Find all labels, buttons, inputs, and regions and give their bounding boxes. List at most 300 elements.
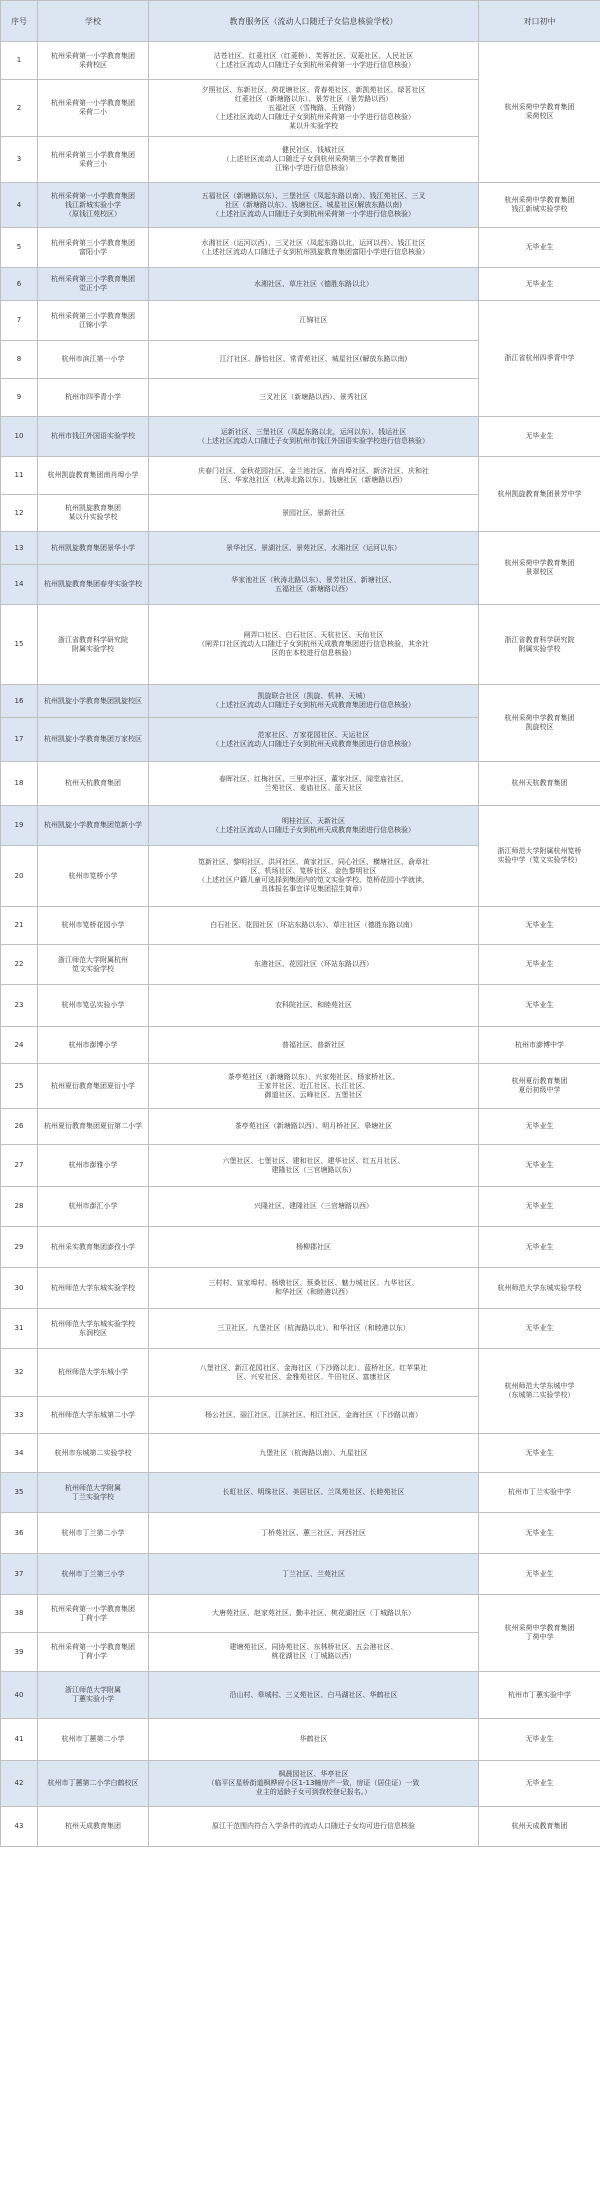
- area-line: 和华社区（和睦港以西）: [275, 1288, 352, 1296]
- area-line: 五福社区（新塘路以西）: [275, 584, 352, 593]
- area-line: 六堡社区、七堡社区、建和社区、建华社区、红五月社区、: [222, 1156, 405, 1165]
- row-service-area: [149, 228, 479, 268]
- row-school: [38, 762, 149, 806]
- area-line: 景园社区、景新社区: [282, 508, 345, 517]
- table-row: [1, 1513, 600, 1554]
- row-service-area: [149, 718, 479, 762]
- area-line: 东港社区、花园社区（环站东路以西）: [254, 960, 373, 968]
- area-line: 水湘社区（运河以西）、三叉社区（凤起东路以北，运河以西）、钱江社区: [201, 238, 426, 247]
- row-service-area: [149, 846, 479, 907]
- row-service-area: [149, 1554, 479, 1595]
- area-line: 运新社区、三堡社区（凤起东路以北，运河以东）、钱运社区: [220, 427, 407, 436]
- row-service-area: [149, 1349, 479, 1397]
- school-line: 杭州师范大学东城小学: [58, 1368, 128, 1376]
- row-school: [38, 1513, 149, 1554]
- junior-line: 浙江省教育科学研究院: [504, 635, 575, 644]
- row-school: [38, 1349, 149, 1397]
- row-service-area: [149, 1719, 479, 1761]
- junior-line: 无毕业生: [525, 1448, 554, 1457]
- school-line: 杭州采荷第一小学教育集团: [51, 1643, 135, 1651]
- table-row: [1, 1187, 600, 1227]
- area-line: 江锦小学进行信息核验）: [275, 164, 352, 172]
- row-junior-high: [479, 1761, 600, 1807]
- row-serial: 26: [1, 1109, 38, 1145]
- table-row: [1, 1109, 600, 1145]
- school-line: 丁荷小学: [79, 1652, 107, 1660]
- row-serial: 11: [1, 457, 38, 495]
- row-junior-high: [479, 268, 600, 301]
- area-line: （上述社区流动人口随迁子女到杭州采荷第三小学教育集团: [222, 155, 405, 163]
- area-line: 水湘社区、草庄社区（德胜东路以北）: [254, 279, 373, 288]
- junior-line: 杭州师范大学东城中学: [504, 1382, 575, 1390]
- row-school: [38, 183, 149, 228]
- row-junior-high: [479, 1145, 600, 1187]
- area-line: 三叉社区（新塘路以西）、景秀社区: [259, 393, 368, 401]
- table-row: [1, 685, 600, 718]
- row-school: [38, 1109, 149, 1145]
- row-junior-high: [479, 1027, 600, 1064]
- row-service-area: [149, 806, 479, 846]
- row-junior-high: [479, 1064, 600, 1109]
- row-serial: 4: [1, 183, 38, 228]
- school-line: 钱江新城实验小学: [65, 200, 121, 209]
- row-school: [38, 379, 149, 417]
- school-line: 浙江省教育科学研究院: [58, 635, 128, 644]
- row-service-area: [149, 1761, 479, 1807]
- row-school: [38, 806, 149, 846]
- row-school: [38, 1434, 149, 1473]
- junior-line: 浙江省杭州四季青中学: [504, 354, 575, 362]
- school-line: 杭州采实教育集团澎孜小学: [51, 1242, 135, 1251]
- header-service-area: 教育服务区（流动人口随迁子女信息核验学校）: [149, 1, 479, 42]
- table-row: [1, 1227, 600, 1268]
- row-junior-high: [479, 1473, 600, 1513]
- row-school: [38, 1397, 149, 1434]
- area-line: （上述社区流动人口随迁子女到杭州天成教育集团进行信息核验）: [212, 739, 415, 748]
- row-junior-high: [479, 42, 600, 183]
- row-junior-high: [479, 605, 600, 685]
- area-line: 夕照社区、东新社区、荷花塘社区、青春苑社区、新凯苑社区、绿茗社区: [201, 85, 426, 94]
- area-line: 枫晨园社区、华亭社区: [278, 1770, 349, 1778]
- row-service-area: [149, 1473, 479, 1513]
- school-line: 杭州市丁兰第二小学: [61, 1528, 125, 1537]
- junior-line: 浙江师范大学附属杭州笕桥: [497, 847, 582, 855]
- junior-line: 杭州采荷中学教育集团: [504, 1624, 575, 1632]
- school-line: 杭州师范大学东城实验学校: [51, 1319, 135, 1328]
- area-line: 凯旋联合社区（凯旋、机神、天城）: [257, 692, 370, 700]
- row-service-area: [149, 137, 479, 183]
- junior-line: 附属实验学校: [518, 644, 561, 653]
- junior-line: 无毕业生: [525, 432, 554, 440]
- junior-line: 杭州采荷中学教育集团: [504, 103, 575, 111]
- table-row: [1, 1719, 600, 1761]
- row-serial: 21: [1, 907, 38, 945]
- school-line: 杭州采荷第三小学教育集团: [51, 150, 135, 159]
- row-serial: 6: [1, 268, 38, 301]
- row-junior-high: [479, 228, 600, 268]
- row-service-area: [149, 1145, 479, 1187]
- area-line: 长虹社区、明珠社区、美居社区、兰凤苑社区、长睦苑社区: [222, 1488, 405, 1496]
- table-row: [1, 1807, 600, 1847]
- school-line: 采荷校区: [79, 60, 107, 69]
- row-junior-high: [479, 685, 600, 762]
- row-school: [38, 1145, 149, 1187]
- school-line: 采荷二小: [79, 108, 107, 116]
- school-line: 杭州采荷第一小学教育集团: [51, 1604, 135, 1613]
- school-line: 杭州凯旋教育集团南肖埠小学: [47, 471, 139, 479]
- school-line: 杭州市钱江外国语实验学校: [51, 432, 135, 440]
- area-line: 江锦社区: [299, 316, 328, 324]
- table-row: [1, 1761, 600, 1807]
- table-row: [1, 945, 600, 985]
- junior-line: 杭州凯旋教育集团景芳中学: [497, 489, 582, 498]
- row-junior-high: [479, 1513, 600, 1554]
- row-service-area: [149, 183, 479, 228]
- area-line: 明桂社区、天新社区: [282, 816, 345, 825]
- row-school: [38, 80, 149, 137]
- row-service-area: [149, 379, 479, 417]
- area-line: 建塘苑社区、同协苑社区、东林桥社区、五会港社区、: [229, 1643, 398, 1651]
- row-serial: 20: [1, 846, 38, 907]
- row-serial: 15: [1, 605, 38, 685]
- row-serial: 43: [1, 1807, 38, 1847]
- area-line: 春晖社区、红梅社区、三里亭社区、董家社区、闻堂庙社区、: [219, 774, 408, 783]
- row-school: [38, 1761, 149, 1807]
- area-line: 八堡社区、新江花园社区、金海社区（下沙路以北）、蓝桥社区、红苹果社: [199, 1363, 428, 1372]
- school-line: 杭州市笕桥小学: [68, 871, 118, 880]
- area-line: 沿山村、皋城村、三义苑社区、白马湖社区、华鹤社区: [229, 1690, 398, 1699]
- area-line: 农科院社区、和睦苑社区: [275, 1001, 352, 1009]
- row-school: [38, 1633, 149, 1672]
- table-row: [1, 457, 600, 495]
- row-junior-high: [479, 945, 600, 985]
- area-line: （上述社区流动人口随迁子女到杭州天成教育集团进行信息核验）: [212, 701, 415, 709]
- junior-line: 杭州师范大学东城实验学校: [497, 1283, 582, 1292]
- area-line: （上述社区流动人口随迁子女到杭州采荷第一小学进行信息核验）: [212, 112, 415, 121]
- row-service-area: [149, 762, 479, 806]
- school-line: 杭州市澎雅小学: [68, 1161, 118, 1169]
- row-school: [38, 1473, 149, 1513]
- row-serial: 9: [1, 379, 38, 417]
- area-line: 健民社区、钱城社区: [282, 146, 345, 154]
- junior-line: 杭州采荷中学教育集团: [504, 714, 575, 722]
- school-line: 江锦小学: [79, 320, 107, 329]
- area-line: （闸弄口社区流动人口随迁子女到杭州天成教育集团进行信息核验，其余社: [198, 640, 429, 648]
- table-row: [1, 1672, 600, 1719]
- row-junior-high: [479, 183, 600, 228]
- junior-line: 无毕业生: [525, 960, 554, 968]
- row-serial: 35: [1, 1473, 38, 1513]
- row-school: [38, 457, 149, 495]
- header-serial: 序号: [1, 1, 38, 42]
- row-serial: 12: [1, 495, 38, 532]
- row-serial: 19: [1, 806, 38, 846]
- row-school: [38, 718, 149, 762]
- row-service-area: [149, 985, 479, 1027]
- school-line: 杭州天成教育集团: [65, 1822, 121, 1830]
- row-service-area: [149, 1064, 479, 1109]
- row-school: [38, 945, 149, 985]
- school-line: 某以升实验学校: [68, 513, 118, 521]
- area-line: 社区（新塘路以东）、钱塘社区、城星社区(解放东路以南): [225, 200, 402, 209]
- school-line: 杭州市笕弘实验小学: [61, 1001, 125, 1009]
- school-line: 杭州凯旋教育集团: [65, 504, 121, 512]
- table-row: [1, 228, 600, 268]
- school-line: 杭州采荷第一小学教育集团: [51, 191, 135, 200]
- area-line: 范家社区、万家花园社区、天运社区: [257, 730, 370, 739]
- area-line: 三村村、宣家埠村、杨墩社区、蔡桑社区、魅力城社区、九华社区、: [208, 1279, 419, 1287]
- row-serial: 1: [1, 42, 38, 80]
- row-school: [38, 495, 149, 532]
- area-line: 华鹤社区: [299, 1735, 328, 1743]
- table-row: [1, 1027, 600, 1064]
- row-serial: 23: [1, 985, 38, 1027]
- area-line: （上述社区流动人口随迁子女到杭州天成教育集团进行信息核验）: [212, 825, 415, 834]
- row-serial: 24: [1, 1027, 38, 1064]
- row-school: [38, 685, 149, 718]
- row-junior-high: [479, 1227, 600, 1268]
- school-line: 丁兰实验学校: [72, 1492, 114, 1501]
- area-line: 王家井社区、近江社区、长江社区、: [257, 1081, 370, 1090]
- row-serial: 33: [1, 1397, 38, 1434]
- area-line: 区、兴安社区、金雅苑社区、牛田社区、富康社区: [236, 1372, 391, 1381]
- school-line: 浙江师范大学附属: [65, 1686, 121, 1694]
- row-service-area: [149, 417, 479, 457]
- row-service-area: [149, 1513, 479, 1554]
- row-service-area: [149, 42, 479, 80]
- row-service-area: [149, 907, 479, 945]
- row-junior-high: [479, 301, 600, 417]
- area-line: 普福社区、普新社区: [282, 1040, 345, 1049]
- row-school: [38, 846, 149, 907]
- row-serial: 3: [1, 137, 38, 183]
- area-line: 大唐苑社区、赵家苑社区、勤丰社区、桃花湖社区（丁城路以东）: [212, 1609, 415, 1617]
- junior-line: （东城第二实验学校）: [504, 1391, 575, 1399]
- school-line: 杭州师范大学东城第二小学: [51, 1410, 135, 1419]
- junior-line: 无毕业生: [525, 1324, 554, 1332]
- school-line: 杭州凯旋小学教育集团凯旋校区: [44, 696, 142, 705]
- junior-line: 无毕业生: [525, 1569, 554, 1578]
- table-row: [1, 1309, 600, 1349]
- area-line: （上述社区户籍儿童可选择到集团内的笕文实验学校、笕桥花园小学就读，: [198, 876, 429, 884]
- row-school: [38, 1187, 149, 1227]
- row-serial: 27: [1, 1145, 38, 1187]
- row-school: [38, 1268, 149, 1309]
- row-service-area: [149, 1633, 479, 1672]
- table-row: [1, 268, 600, 301]
- junior-line: 无毕业生: [525, 1735, 554, 1743]
- area-line: 桃花湖社区（丁城路以西）: [271, 1652, 356, 1660]
- school-line: 杭州采荷第一小学教育集团: [51, 51, 135, 60]
- school-line: 杭州市澎博小学: [68, 1040, 118, 1049]
- row-serial: 30: [1, 1268, 38, 1309]
- area-line: 笕新社区、黎明社区、洪河社区、黄家社区、同心社区、横塘社区、俞章社: [198, 858, 429, 866]
- row-school: [38, 1027, 149, 1064]
- row-service-area: [149, 945, 479, 985]
- area-line: 丁兰社区、兰苑社区: [282, 1569, 345, 1578]
- junior-line: 杭州夏衍教育集团: [511, 1077, 568, 1085]
- row-service-area: [149, 1187, 479, 1227]
- row-school: [38, 1227, 149, 1268]
- table-row: [1, 1554, 600, 1595]
- area-line: 区的在本校进行信息核验）: [271, 649, 356, 657]
- row-service-area: [149, 1227, 479, 1268]
- row-serial: 25: [1, 1064, 38, 1109]
- school-line: 杭州市丁蕙第二小学: [61, 1735, 125, 1743]
- table-row: [1, 301, 600, 341]
- area-line: 业主的适龄子女可到我校登记报名。）: [255, 1788, 372, 1796]
- header-junior-high: 对口初中: [479, 1, 600, 42]
- row-service-area: [149, 268, 479, 301]
- row-junior-high: [479, 1187, 600, 1227]
- row-service-area: [149, 495, 479, 532]
- junior-line: 丁荷中学: [525, 1633, 554, 1641]
- row-service-area: [149, 685, 479, 718]
- school-line: 杭州市滨江第一小学: [61, 355, 125, 363]
- area-line: 茶亭苑社区（新塘路以西）、明月桥社区、皋塘社区: [234, 1122, 393, 1130]
- row-school: [38, 1719, 149, 1761]
- row-serial: 29: [1, 1227, 38, 1268]
- school-line: 富阳小学: [79, 247, 107, 256]
- row-school: [38, 268, 149, 301]
- table-row: [1, 183, 600, 228]
- school-line: 附属实验学校: [72, 644, 114, 653]
- row-junior-high: [479, 806, 600, 907]
- table-row: [1, 1434, 600, 1473]
- area-line: 三卫社区、九堡社区（杭海路以北）、和华社区（和睦港以东）: [217, 1324, 410, 1332]
- row-school: [38, 532, 149, 565]
- school-line: 丁荷小学: [79, 1613, 107, 1622]
- row-serial: 31: [1, 1309, 38, 1349]
- area-line: 建隆社区（三官塘路以东）: [271, 1165, 356, 1174]
- row-serial: 16: [1, 685, 38, 718]
- row-school: [38, 1064, 149, 1109]
- row-junior-high: [479, 985, 600, 1027]
- row-service-area: [149, 1595, 479, 1633]
- junior-line: 景翠校区: [525, 568, 554, 576]
- junior-line: 无毕业生: [525, 1779, 554, 1787]
- row-serial: 18: [1, 762, 38, 806]
- row-serial: 36: [1, 1513, 38, 1554]
- row-serial: 28: [1, 1187, 38, 1227]
- school-line: 杭州市四季青小学: [65, 393, 121, 401]
- area-line: （临平区星桥街道枫桦府小区1-13幢房产一致，房证（居住证）一致: [207, 1779, 420, 1787]
- row-serial: 34: [1, 1434, 38, 1473]
- row-service-area: [149, 1268, 479, 1309]
- junior-line: 实验中学（笕文实验学校）: [497, 856, 582, 864]
- row-school: [38, 1672, 149, 1719]
- table-row: [1, 1145, 600, 1187]
- junior-line: 杭州天成教育集团: [511, 1822, 568, 1830]
- row-junior-high: [479, 1719, 600, 1761]
- area-line: 兰苑社区、麦庙社区、蓝天社区: [264, 783, 363, 792]
- area-line: （上述社区流动人口随迁子女到杭州采荷第一小学进行信息核验）: [212, 60, 415, 69]
- junior-line: 杭州市丁兰实验中学: [508, 1488, 571, 1496]
- area-line: 沽苍社区、红菱社区（红菱桥）、芙蓉社区、双菱社区、人民社区: [213, 51, 414, 60]
- row-school: [38, 605, 149, 685]
- junior-line: 无毕业生: [525, 1528, 554, 1537]
- row-school: [38, 42, 149, 80]
- area-line: 华家池社区（秋涛北路以东）、景芳社区、新塘社区、: [231, 575, 396, 584]
- junior-line: 杭州采荷中学教育集团: [504, 196, 575, 204]
- row-service-area: [149, 301, 479, 341]
- area-line: 杨公社区、丽江社区、江滨社区、相江社区、金海社区（下沙路以南）: [205, 1410, 422, 1419]
- row-school: [38, 907, 149, 945]
- row-school: [38, 1595, 149, 1633]
- junior-line: 无毕业生: [525, 1122, 554, 1130]
- row-service-area: [149, 605, 479, 685]
- row-service-area: [149, 1027, 479, 1064]
- table-row: [1, 985, 600, 1027]
- junior-line: 夏衍初级中学: [518, 1086, 561, 1094]
- row-service-area: [149, 1807, 479, 1847]
- area-line: 丁桥苑社区、蕙三社区、河西社区: [261, 1528, 366, 1537]
- row-service-area: [149, 1109, 479, 1145]
- junior-line: 杭州采荷中学教育集团: [504, 559, 575, 567]
- row-serial: 2: [1, 80, 38, 137]
- row-serial: 38: [1, 1595, 38, 1633]
- school-line: 杭州采荷第一小学教育集团: [51, 99, 135, 107]
- school-line: 杭州采荷第三小学教育集团: [51, 311, 135, 320]
- table-row: [1, 417, 600, 457]
- row-serial: 39: [1, 1633, 38, 1672]
- area-line: 闸弄口社区、白石社区、天杭社区、天仙社区: [243, 631, 384, 639]
- row-junior-high: [479, 1554, 600, 1595]
- area-line: 景华社区、景湖社区、景苑社区、水湘社区（运河以东）: [226, 543, 401, 552]
- table-row: [1, 605, 600, 685]
- row-service-area: [149, 1672, 479, 1719]
- junior-line: 无毕业生: [525, 1242, 554, 1251]
- area-line: （上述社区流动人口随迁子女到杭州凯旋教育集团富阳小学进行信息核验）: [198, 247, 429, 256]
- school-line: 杭州市笕桥花园小学: [61, 921, 125, 929]
- row-serial: 37: [1, 1554, 38, 1595]
- row-junior-high: [479, 1268, 600, 1309]
- school-line: 丁蕙实验小学: [72, 1695, 114, 1703]
- junior-line: 无毕业生: [525, 1161, 554, 1169]
- school-line: 杭州夏衍教育集团夏衍小学: [51, 1081, 135, 1090]
- area-line: 具体报名事宜详见集团招生简章）: [261, 885, 366, 893]
- school-line: 浙江师范大学附属杭州: [58, 955, 128, 964]
- row-serial: 5: [1, 228, 38, 268]
- row-school: [38, 301, 149, 341]
- row-school: [38, 228, 149, 268]
- row-junior-high: [479, 417, 600, 457]
- area-line: 区、华家池社区（秋涛北路以东）、钱塘社区（新塘路以西）: [220, 475, 407, 484]
- table-row: [1, 806, 600, 846]
- table-row: [1, 1064, 600, 1109]
- row-school: [38, 1554, 149, 1595]
- area-line: 区、机场社区、笕桥社区、金色黎明社区: [250, 867, 377, 875]
- area-line: 江汀社区、静怡社区、常青苑社区、城星社区(解放东路以南): [219, 355, 408, 363]
- area-line: 原江干范围内符合入学条件的流动人口随迁子女均可进行信息核验: [212, 1822, 415, 1830]
- area-line: 兴隆社区、建隆社区（三官塘路以西）: [254, 1202, 373, 1210]
- row-service-area: [149, 1397, 479, 1434]
- row-school: [38, 137, 149, 183]
- junior-line: 杭州天杭教育集团: [511, 779, 568, 787]
- school-line: 觉正小学: [79, 284, 107, 292]
- school-line: 杭州天杭教育集团: [65, 779, 121, 787]
- area-line: 某以升实验学校: [289, 121, 338, 130]
- row-school: [38, 565, 149, 605]
- school-line: 杭州夏衍教育集团夏衍第二小学: [44, 1122, 142, 1130]
- row-serial: 22: [1, 945, 38, 985]
- junior-line: 无毕业生: [525, 243, 554, 251]
- school-line: 杭州凯旋教育集团景华小学: [51, 543, 135, 552]
- row-junior-high: [479, 907, 600, 945]
- junior-line: 无毕业生: [525, 279, 554, 288]
- area-line: 五福社区（雪梅路、玉荷路）: [268, 103, 359, 112]
- row-service-area: [149, 80, 479, 137]
